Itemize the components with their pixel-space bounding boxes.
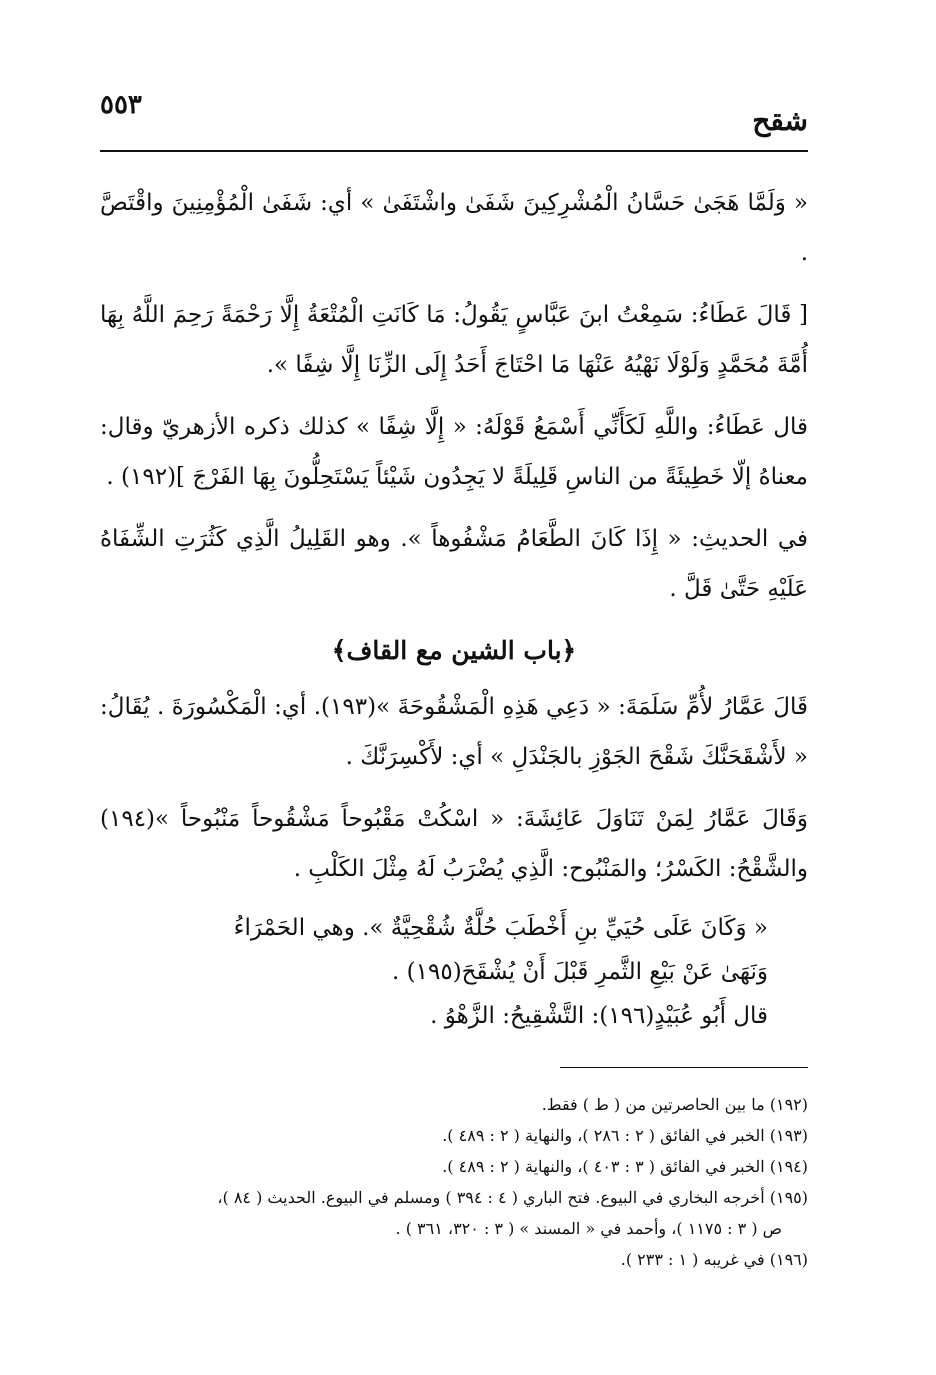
footnote-193: (١٩٣) الخبر في الفائق ( ٢ : ٢٨٦ )، والنهاية ( ٢ : ٤٨٩ ). [442, 1126, 808, 1145]
footnote-192: (١٩٢) ما بين الحاصرتين من ( ط ) فقط. [541, 1095, 808, 1114]
header-rule [100, 150, 808, 152]
paragraph-4: في الحديثِ: « إِذَا كَانَ الطَّعَامُ مَشْفُوهاً ». وهو القَلِيلُ الَّذِي كَثُرَتِ الشِّفَاهُ عَلَيْهِ حَتَّىٰ قَلَّ . [100, 526, 808, 602]
footnote-196: (١٩٦) في غريبه ( ١ : ٢٣٣ ). [620, 1250, 808, 1269]
paragraph-1: « وَلَمَّا هَجَىٰ حَسَّانُ الْمُشْرِكِينَ شَفَىٰ واشْتَفَىٰ » أي: شَفَىٰ الْمُؤْمِنِينَ واقْتَصَّ . [100, 190, 808, 266]
text-line-1: « وَكَانَ عَلَى حُيَيِّ بنِ أَخْطَبَ حُلَّةٌ شُقْحِيَّةٌ ». وهي الحَمْرَاءُ [233, 915, 768, 941]
main-text [100, 178, 808, 1038]
paragraph-2: [ قَالَ عَطَاءُ: سَمِعْتُ ابنَ عَبَّاسٍ يَقُولُ: مَا كَانَتِ الْمُتْعَةُ إِلَّا رَحْمَةً رَحِمَ اللَّهُ بِهَا أُمَّةَ مُحَمَّدٍ وَلَوْلَا نَهْيُهُ عَنْهَا مَا احْتَاجَ أَحَدُ إِلَى الزِّنَا إِلَّا شِفًا ». [100, 302, 808, 378]
section-heading: ﴿باب الشين مع القاف﴾ [331, 636, 577, 665]
page-number: ٥٥٣ [100, 90, 142, 120]
footnote-195-continuation: ص ( ٣ : ١١٧٥ )، وأحمد في « المسند » ( ٣ : ٣٢٠، ٣٦١ ) . [395, 1219, 782, 1238]
text-block [100, 906, 808, 1038]
text-line-3: قال أَبُو عُبَيْدٍ(١٩٦): التَّشْقِيحُ: الزَّهْوُ . [430, 1003, 768, 1029]
paragraph-5: قَالَ عَمَّارُ لأُمِّ سَلَمَةَ: « دَعِي هَذِهِ الْمَشْقُوحَةَ »(١٩٣). أي: الْمَكْسُورَةَ . يُقَالُ: « لأَشْقَحَنَّكَ شَقْحَ الجَوْزِ بالجَنْدَلِ » أي: لأَكْسِرَنَّكَ . [100, 694, 808, 770]
paragraph-6: وَقَالَ عَمَّارُ لِمَنْ تَنَاوَلَ عَائِشَةَ: « اسْكُتْ مَقْبُوحاً مَشْقُوحاً مَنْبُوحاً »(١٩٤) والشَّقْحُ: الكَسْرُ؛ والمَنْبُوح: الَّذِي يُضْرَبُ لَهُ مِثْلَ الكَلْبِ . [100, 806, 808, 882]
paragraph-3: قال عَطَاءُ: واللَّهِ لَكَأَنِّي أَسْمَعُ قَوْلَهُ: « إِلَّا شِفًا » كذلك ذكره الأزهريّ وقال: معناهُ إلّا خَطِيئَةً من الناسِ قَلِيلَةً لا يَجِدُون شَيْئاً يَسْتَحِلُّونَ بِهَا الفَرْجَ ](١٩٢) . [100, 414, 808, 490]
footnote-194: (١٩٤) الخبر في الفائق ( ٣ : ٤٠٣ )، والنهاية ( ٢ : ٤٨٩ ). [442, 1157, 808, 1176]
page-header [100, 86, 808, 150]
footnote-rule [560, 1067, 808, 1068]
running-head: شقح [752, 104, 808, 137]
footnote-195-text: (١٩٥) أخرجه البخاري في البيوع. فتح الباري ( ٤ : ٣٩٤ ) ومسلم في البيوع. الحديث ( ٨٤ )، [217, 1188, 808, 1207]
footnotes [100, 1089, 808, 1275]
text-line-2: وَنَهَىٰ عَنْ بَيْعِ الثَّمرِ قَبْلَ أَنْ يُشْقَحَ(١٩٥) . [392, 959, 768, 985]
footnote-195 [100, 1182, 808, 1244]
